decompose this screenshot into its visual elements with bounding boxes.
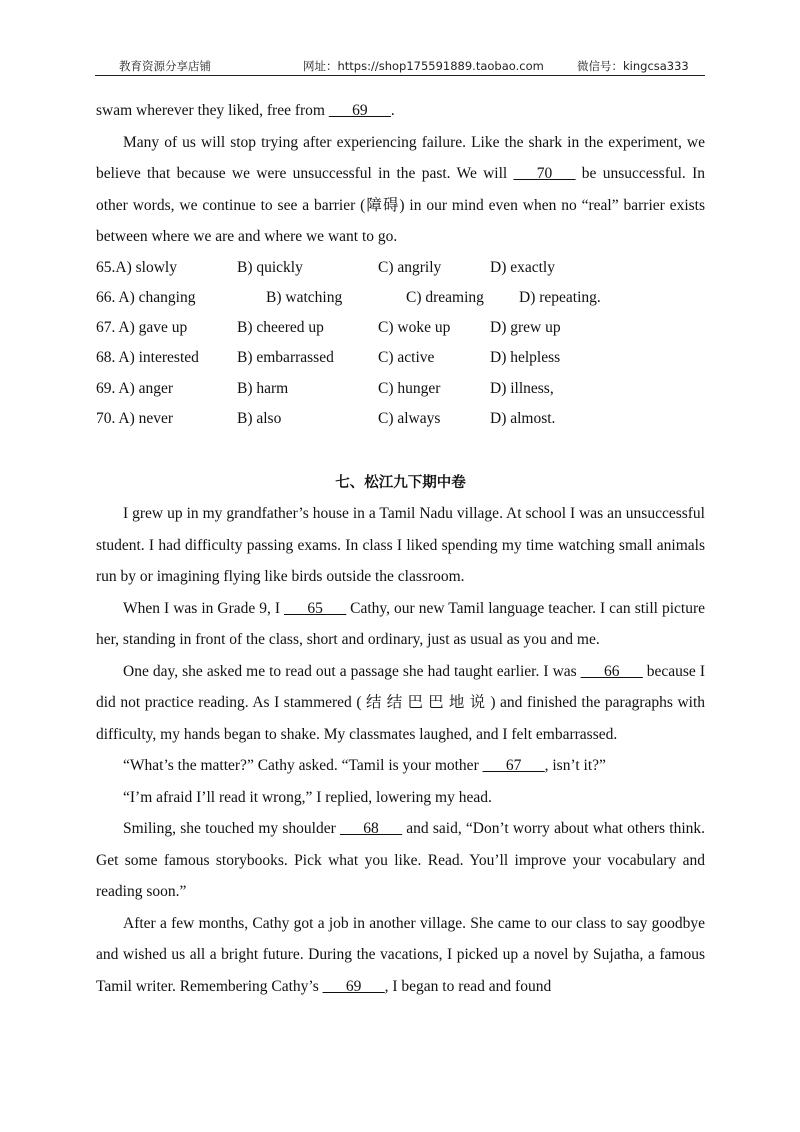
intro-paragraph-1 xyxy=(96,95,705,127)
text-run: Smiling, she touched my shoulder xyxy=(123,820,341,838)
option-a: 67. A) gave up xyxy=(96,319,188,337)
story-paragraph-2 xyxy=(96,593,705,656)
blank-67: ___67___ xyxy=(482,757,545,775)
option-row-68 xyxy=(96,343,705,373)
option-b: B) cheered up xyxy=(237,319,324,337)
option-row-66 xyxy=(96,283,705,313)
option-row-67 xyxy=(96,313,705,343)
document-body xyxy=(96,95,705,1002)
option-c: C) woke up xyxy=(378,319,451,337)
option-b: B) harm xyxy=(237,379,289,397)
text-run: swam wherever they liked, free from xyxy=(96,102,329,119)
option-d: D) helpless xyxy=(490,349,561,367)
story-paragraph-3 xyxy=(96,656,705,751)
text-run: , I began to read and found xyxy=(384,977,552,995)
header-url: 网址：https://shop175591889.taobao.com xyxy=(303,59,544,73)
option-row-65 xyxy=(96,253,705,283)
text-run: Cathy, our new Tamil language teacher. I can still picture her, standing in front of the class, short and ordinary, just as usual as you and me. xyxy=(96,599,706,649)
text-run: and said, “Don’t worry about what others think. Get some famous storybooks. Pick what you like. Read. You’ll improve your vocabulary and reading soon.” xyxy=(96,820,705,901)
option-a: 70. A) never xyxy=(96,409,174,427)
option-b: B) watching xyxy=(266,288,343,306)
text-run: Many of us will stop trying after experiencing failure. Like the shark in the experiment, we believe that because we were unsuccessful in the past. We will xyxy=(96,133,705,182)
option-d: D) grew up xyxy=(490,319,561,337)
option-b: B) quickly xyxy=(237,258,303,276)
option-a: 65.A) slowly xyxy=(96,258,177,276)
blank-66: ___66___ xyxy=(580,662,643,680)
option-d: D) exactly xyxy=(490,258,555,276)
blank-69: ___69___ xyxy=(328,102,391,119)
story-paragraph-7 xyxy=(96,908,705,1003)
option-d: D) almost. xyxy=(490,409,556,427)
story-paragraph-6 xyxy=(96,813,705,908)
option-c: C) dreaming xyxy=(406,288,484,306)
story-paragraph-1: I grew up in my grandfather’s house in a Tamil Nadu village. At school I was an unsuccessful student. I had difficulty passing exams. In class I liked spending my time watching small animals run by or imagining flying like birds outside the classroom. xyxy=(96,505,705,586)
blank-65: ___65___ xyxy=(284,599,347,617)
text-run: After a few months, Cathy got a job in another village. She came to our class to say goodbye and wished us all a bright future. During the vacations, I picked up a novel by Sujatha, a famous Tamil writer. Remembering Cathy’s xyxy=(96,914,705,995)
text-run: be unsuccessful. In other words, we continue to see a barrier (障碍) in our mind even when no “real” barrier exists between where we are and where we want to go. xyxy=(96,165,705,245)
option-c: C) hunger xyxy=(378,379,441,397)
text-run: “What’s the matter?” Cathy asked. “Tamil is your mother xyxy=(123,757,483,775)
text-run: . xyxy=(390,102,395,119)
blank-69: ___69___ xyxy=(322,977,385,995)
option-c: C) angrily xyxy=(378,258,442,276)
text-run: When I was in Grade 9, I xyxy=(123,599,285,617)
blank-70: ___70___ xyxy=(513,165,576,182)
option-a: 69. A) anger xyxy=(96,379,174,397)
option-row-70 xyxy=(96,404,705,434)
header-wechat: 微信号：kingcsa333 xyxy=(577,59,689,73)
page-header xyxy=(95,57,705,76)
section-title: 七、松江九下期中卷 xyxy=(335,475,466,492)
answer-options xyxy=(96,253,705,435)
option-b: B) also xyxy=(237,409,282,427)
option-b: B) embarrassed xyxy=(237,349,334,367)
text-run: because I did not practice reading. As I stammered ( 结 结 巴 巴 地 说 ) and finished the paragraphs with difficulty, my hands began to shake. My classmates laughed, and I felt embarrassed. xyxy=(96,662,705,743)
option-a: 68. A) interested xyxy=(96,349,199,367)
option-row-69 xyxy=(96,374,705,404)
header-shop-name: 教育资源分享店铺 xyxy=(119,59,211,73)
intro-paragraph-2 xyxy=(96,127,705,253)
text-run: , isn’t it?” xyxy=(544,757,606,775)
option-d: D) illness, xyxy=(490,379,554,397)
blank-68: ___68___ xyxy=(340,820,403,838)
story-paragraph-4 xyxy=(96,750,705,782)
option-c: C) always xyxy=(378,409,441,427)
option-c: C) active xyxy=(378,349,435,367)
option-a: 66. A) changing xyxy=(96,288,196,306)
option-d: D) repeating. xyxy=(519,288,601,306)
text-run: One day, she asked me to read out a passage she had taught earlier. I was xyxy=(123,662,581,680)
story-paragraph-5: “I’m afraid I’ll read it wrong,” I replied, lowering my head. xyxy=(123,788,492,806)
